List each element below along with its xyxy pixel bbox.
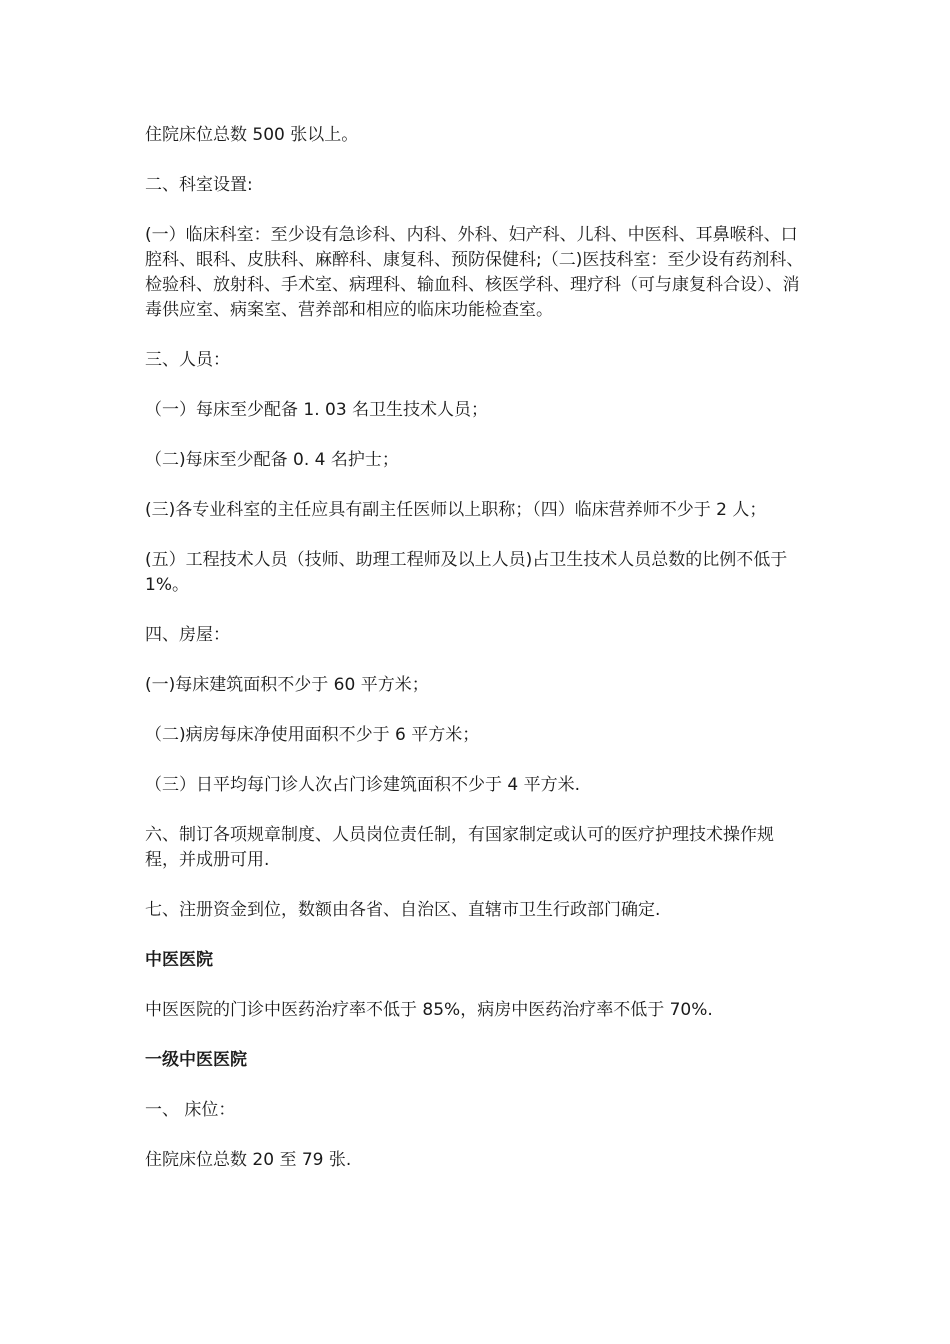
heading-level-one-tcm-hospital: 一级中医医院: [145, 1050, 247, 1070]
paragraph-personnel-2: （二)每床至少配备 0. 4 名护士；: [145, 450, 399, 470]
section-heading-beds: 一、 床位：: [145, 1100, 236, 1120]
section-heading-departments: 二、科室设置:: [145, 175, 253, 195]
paragraph-tcm-beds-total: 住院床位总数 20 至 79 张.: [145, 1150, 352, 1170]
paragraph-personnel-1: （一）每床至少配备 1. 03 名卫生技术人员；: [145, 400, 489, 420]
paragraph-buildings-2: （二)病房每床净使用面积不少于 6 平方米；: [145, 725, 480, 745]
paragraph-beds-total: 住院床位总数 500 张以上。: [145, 125, 359, 145]
paragraph-personnel-3-4: (三)各专业科室的主任应具有副主任医师以上职称；（四）临床营养师不少于 2 人；: [145, 500, 767, 520]
section-seven-capital: 七、注册资金到位，数额由各省、自治区、直辖市卫生行政部门确定.: [145, 900, 661, 920]
paragraph-personnel-5: (五）工程技术人员（技师、助理工程师及以上人员)占卫生技术人员总数的比例不低于 1%。: [145, 550, 788, 595]
paragraph-buildings-3: （三）日平均每门诊人次占门诊建筑面积不少于 4 平方米.: [145, 775, 581, 795]
section-six-regulations: 六、制订各项规章制度、人员岗位责任制，有国家制定或认可的医疗护理技术操作规程，并成册可用.: [145, 825, 774, 870]
heading-tcm-hospital: 中医医院: [145, 950, 213, 970]
paragraph-buildings-1: (一)每床建筑面积不少于 60 平方米；: [145, 675, 429, 695]
section-heading-personnel: 三、人员：: [145, 350, 230, 370]
paragraph-tcm-treatment-rate: 中医医院的门诊中医药治疗率不低于 85%，病房中医药治疗率不低于 70%.: [145, 1000, 713, 1020]
document-page: [145, 123, 805, 1198]
paragraph-clinical-departments: (一）临床科室：至少设有急诊科、内科、外科、妇产科、儿科、中医科、耳鼻喉科、口腔科、眼科、皮肤科、麻醉科、康复科、预防保健科;（二)医技科室：至少设有药剂科、检验科、放射科、手术室、病理科、输血科、核医学科、理疗科（可与康复科合设）、消毒供应室、病案室、营养部和相应的临床功能检查室。: [145, 225, 804, 320]
section-heading-buildings: 四、房屋：: [145, 625, 230, 645]
